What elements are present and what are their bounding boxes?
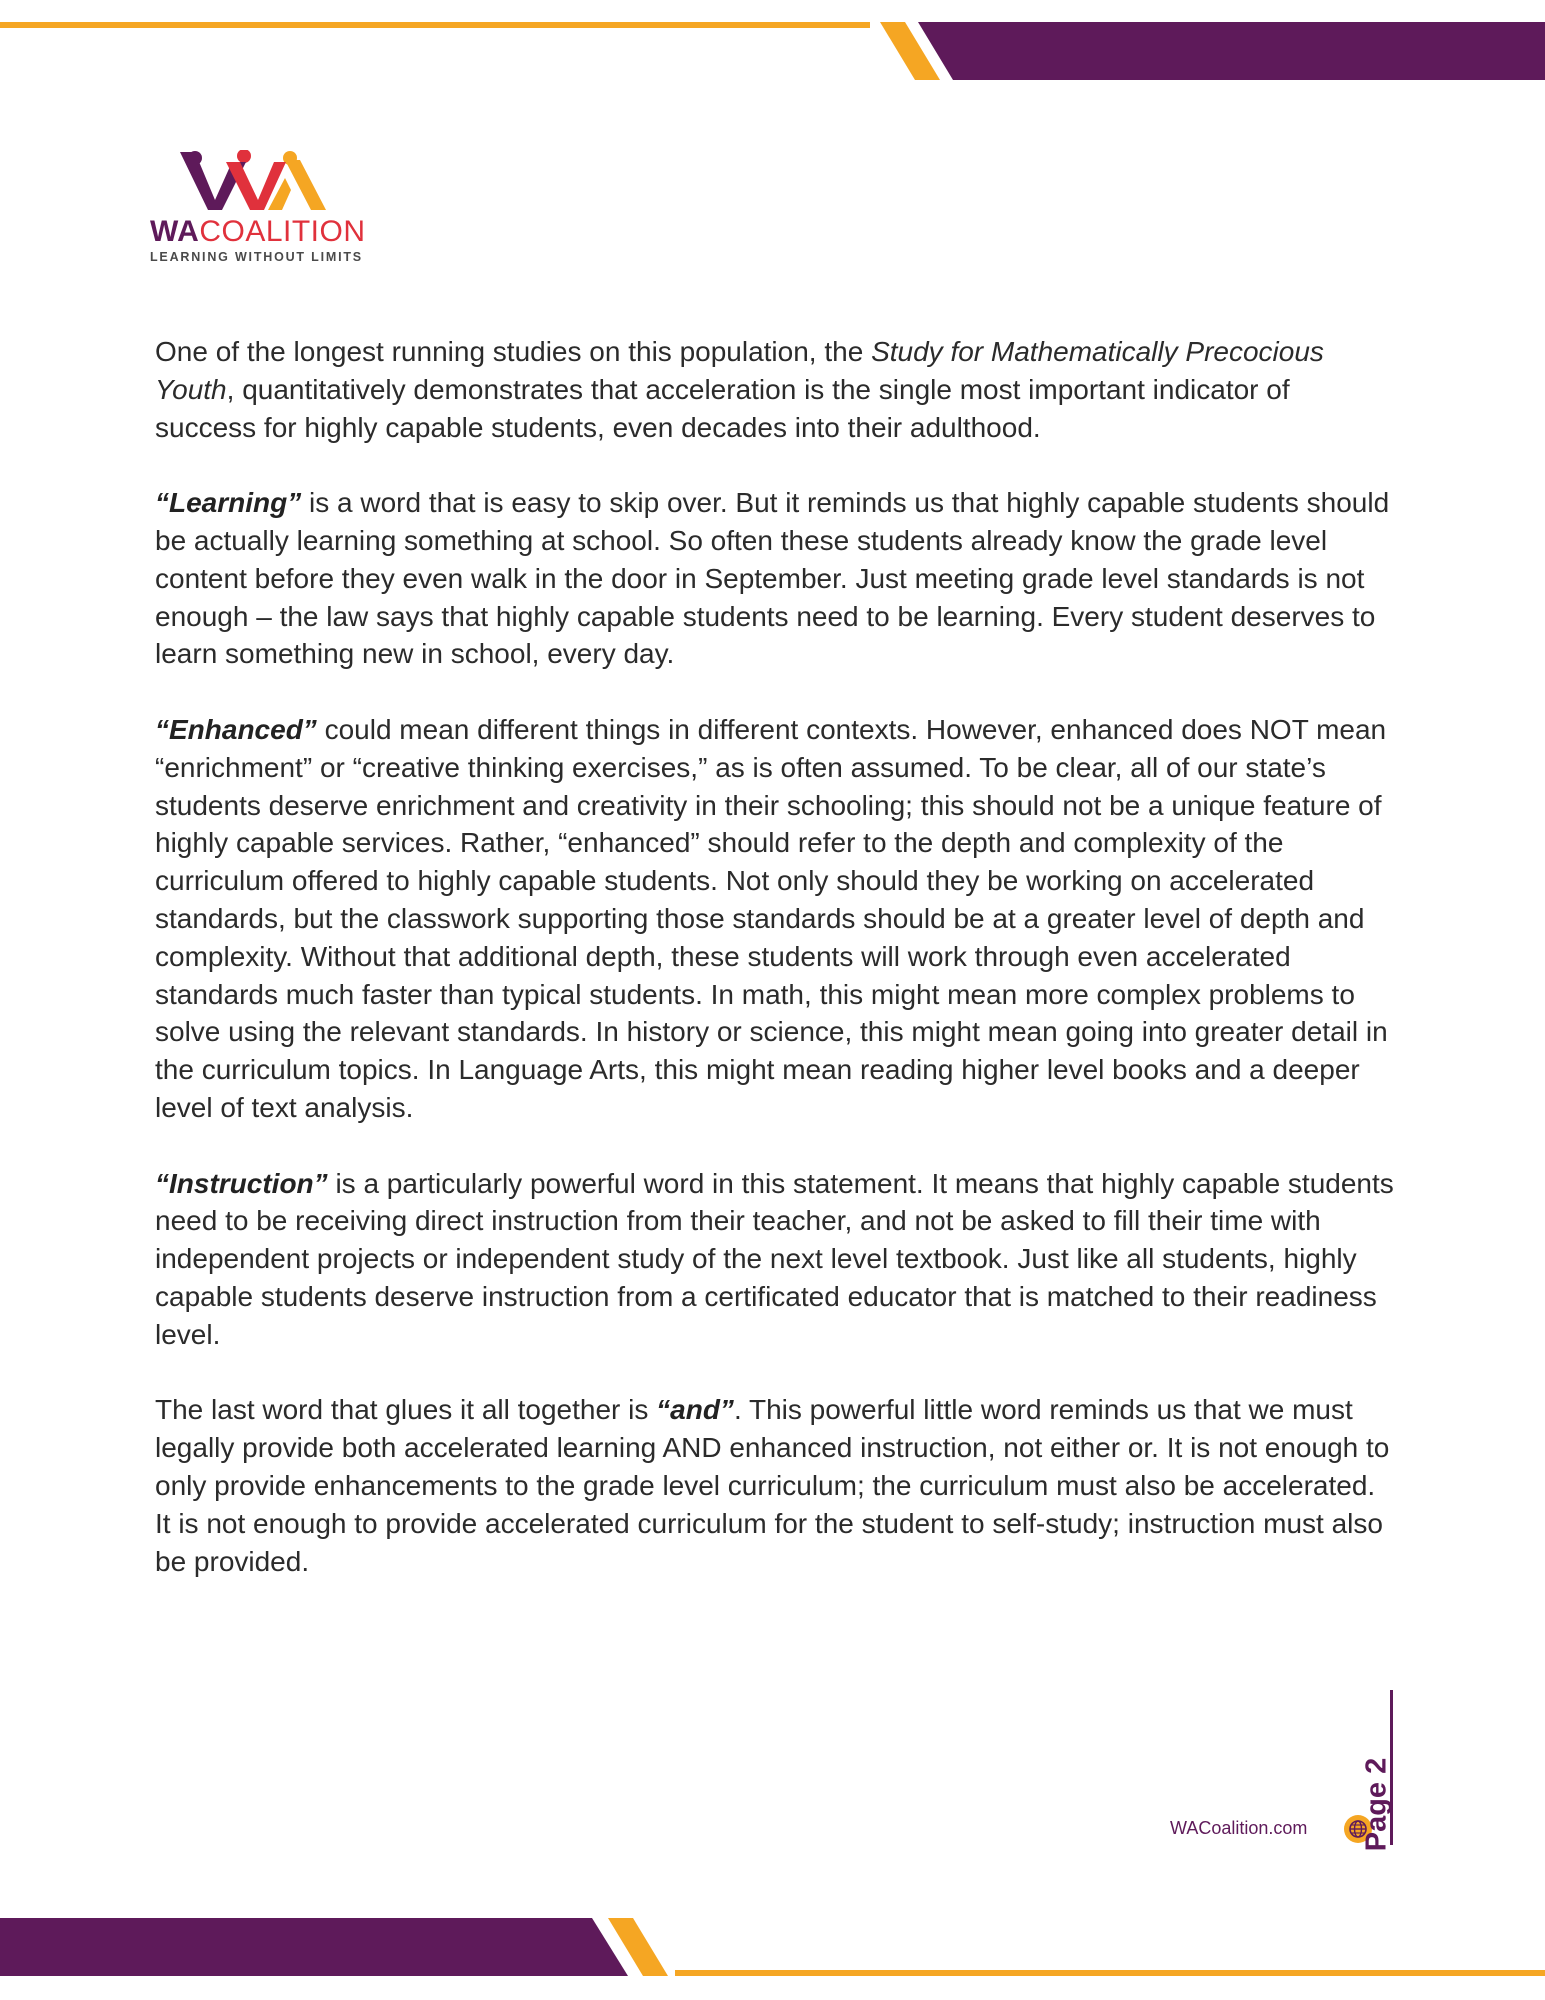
- logo-wordmark-bold: WA: [150, 215, 200, 248]
- p4-text: is a particularly powerful word in this statement. It means that highly capable students need to be receiving direct instruction from their teacher, and not be asked to fill their time with independent projects or independent study of the next level textbook. Just like all students, highly capable students deserve instruction from a certificated educator that is matched to their readiness level.: [155, 1167, 1394, 1350]
- page-number: Page 2: [1360, 1757, 1393, 1852]
- body-content: [155, 333, 1395, 1618]
- bottom-decorative-band: [0, 1910, 1545, 2000]
- paragraph-smpy: [155, 333, 1395, 446]
- keyword-learning: “Learning”: [155, 487, 302, 519]
- keyword-enhanced: “Enhanced”: [155, 713, 317, 745]
- p1-text-after: , quantitatively demonstrates that acceleration is the single most important indicator of success for highly capable students, even decades into their adulthood.: [155, 373, 1290, 443]
- p1-text-before: One of the longest running studies on this population, the: [155, 336, 872, 367]
- wa-coalition-logo: [150, 150, 385, 264]
- keyword-and: “and”: [656, 1394, 734, 1426]
- paragraph-learning: [155, 484, 1395, 673]
- p5-text-before: The last word that glues it all together is: [155, 1394, 657, 1426]
- logo-tagline: LEARNING WITHOUT LIMITS: [150, 250, 363, 264]
- p1-study-title: Study for Mathematically Precocious Youth: [155, 336, 1324, 405]
- p5-text-after: . This powerful little word reminds us that we must legally provide both accelerated learning AND enhanced instruction, not either or. It is not enough to only provide enhancements to the grade level curriculum; the curriculum must also be accelerated. It is not enough to provide accelerated curriculum for the student to self-study; instruction must also be provided.: [155, 1394, 1390, 1577]
- p3-text: could mean different things in different contexts. However, enhanced does NOT mean “enrichment” or “creative thinking exercises,” as is often assumed. To be clear, all of our state’s students deserve enrichment and creativity in their schooling; this should not be a unique feature of highly capable services. Rather, “enhanced” should refer to the depth and complexity of the curriculum offered to highly capable students. Not only should they be working on accelerated standards, but the classwork supporting those standards should be at a greater level of depth and complexity. Without that additional depth, these students will work through even accelerated standards much faster than typical students. In math, this might mean more complex problems to solve using the relevant standards. In history or science, this might mean going into greater detail in the curriculum topics. In Language Arts, this might mean reading higher level books and a deeper level of text analysis.: [155, 713, 1388, 1123]
- logo-wordmark-rest: COALITION: [199, 215, 366, 248]
- keyword-instruction: “Instruction”: [155, 1167, 328, 1199]
- p2-text: is a word that is easy to skip over. But it reminds us that highly capable students should be actually learning something at school. So often these students already know the grade level content before they even walk in the door in September. Just meeting grade level standards is not enough – the law says that highly capable students need to be learning. Every student deserves to learn something new in school, every day.: [155, 487, 1390, 670]
- logo-mark-icon: [150, 150, 350, 212]
- paragraph-instruction: [155, 1165, 1395, 1354]
- logo-wordmark: [150, 216, 385, 248]
- top-decorative-band: [0, 0, 1545, 90]
- top-purple-band: [918, 22, 1545, 80]
- paragraph-and: [155, 1391, 1395, 1580]
- bottom-orange-line: [675, 1970, 1545, 1976]
- website-link[interactable]: WACoalition.com: [1170, 1818, 1308, 1838]
- bottom-purple-band: [0, 1918, 628, 1976]
- paragraph-enhanced: [155, 711, 1395, 1127]
- top-orange-line: [0, 22, 870, 28]
